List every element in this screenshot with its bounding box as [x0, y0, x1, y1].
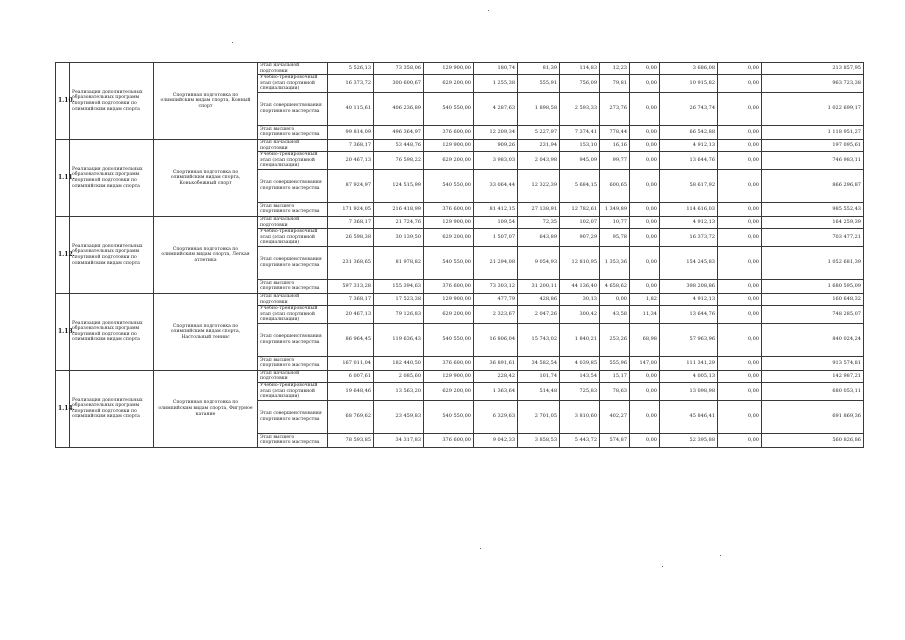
value-cell: 129 900,00 [424, 216, 474, 228]
value-cell: 0,00 [630, 139, 660, 151]
value-cell: 496 364,97 [374, 125, 424, 139]
value-cell: 16 373,72 [660, 229, 718, 247]
table-row [56, 139, 864, 151]
value-cell: 17 523,38 [374, 293, 424, 305]
stage-name: Учебно-тренировочный этап (этап спортивной специализации) [258, 306, 328, 324]
value-cell: 7 368,17 [328, 216, 374, 228]
value-cell: 13 644,76 [660, 152, 718, 170]
value-cell: 0,00 [630, 63, 660, 75]
value-cell: 12 209,34 [474, 125, 518, 139]
stage-name: Этап высшего спортивного мастерства [258, 433, 328, 447]
scan-speck [232, 42, 233, 43]
value-cell: 7 374,41 [560, 125, 600, 139]
scan-speck [720, 555, 721, 556]
value-cell: 21 294,08 [474, 246, 518, 279]
value-cell: 5 684,15 [560, 169, 600, 202]
value-cell: 68,98 [630, 323, 660, 356]
value-cell: 0,00 [718, 279, 762, 293]
value-cell: 36 891,61 [474, 356, 518, 370]
value-cell: 2 323,67 [474, 306, 518, 324]
value-cell: 72,35 [518, 216, 560, 228]
value-cell: 34 582,54 [518, 356, 560, 370]
value-cell: 0,00 [718, 63, 762, 75]
value-cell: 643,89 [518, 229, 560, 247]
sport-name: Спортивная подготовка по олимпийским видам спорта, Конькобежный спорт [154, 139, 258, 216]
value-cell: 216 418,99 [374, 202, 424, 216]
value-cell: 0,00 [718, 202, 762, 216]
stage-name: Этап начальной подготовки [258, 293, 328, 305]
value-cell: 540 550,00 [424, 246, 474, 279]
value-cell: 164 259,39 [762, 216, 864, 228]
value-cell: 20 467,13 [328, 152, 374, 170]
value-cell: 19 648,46 [328, 383, 374, 401]
value-cell: 9 042,33 [474, 433, 518, 447]
value-cell: 629 200,00 [424, 306, 474, 324]
value-cell: 1 255,38 [474, 75, 518, 93]
value-cell: 909,26 [474, 139, 518, 151]
value-cell: 0,00 [718, 400, 762, 433]
value-cell: 180,74 [474, 63, 518, 75]
value-cell: 0,00 [718, 323, 762, 356]
value-cell: 1 680 595,09 [762, 279, 864, 293]
row-number: 1.10. [56, 63, 70, 140]
value-cell: 167 011,04 [328, 356, 374, 370]
value-cell: 43,58 [600, 306, 630, 324]
value-cell: 477,79 [474, 293, 518, 305]
stage-name: Этап совершенствования спортивного мастерства [258, 400, 328, 433]
value-cell: 778,44 [600, 125, 630, 139]
value-cell: 30 139,50 [374, 229, 424, 247]
value-cell: 840 024,24 [762, 323, 864, 356]
stage-name: Этап высшего спортивного мастерства [258, 202, 328, 216]
value-cell: 0,00 [630, 400, 660, 433]
stage-name: Учебно-тренировочный этап (этап спортивной специализации) [258, 229, 328, 247]
service-description: Реализация дополнительных образовательных программ спортивной подготовки по олимпийским видам спорта [70, 370, 154, 447]
value-cell: 1 118 951,27 [762, 125, 864, 139]
value-cell: 913 574,81 [762, 356, 864, 370]
value-cell: 129 900,00 [424, 63, 474, 75]
value-cell: 0,00 [630, 229, 660, 247]
value-cell: 81 412,15 [474, 202, 518, 216]
row-number: 1.11. [56, 139, 70, 216]
value-cell: 99 814,09 [328, 125, 374, 139]
value-cell: 2 701,05 [518, 400, 560, 433]
value-cell: 101,74 [518, 370, 560, 382]
value-cell: 1 363,64 [474, 383, 518, 401]
value-cell: 7 368,17 [328, 139, 374, 151]
value-cell: 1 507,07 [474, 229, 518, 247]
value-cell: 3 858,53 [518, 433, 560, 447]
service-description: Реализация дополнительных образовательных программ спортивной подготовки по олимпийским видам спорта [70, 63, 154, 140]
value-cell: 398 208,86 [660, 279, 718, 293]
value-cell: 629 200,00 [424, 383, 474, 401]
value-cell: 12 782,61 [560, 202, 600, 216]
value-cell: 0,00 [630, 169, 660, 202]
stage-name: Этап высшего спортивного мастерства [258, 279, 328, 293]
value-cell: 160 648,32 [762, 293, 864, 305]
value-cell: 1,82 [630, 293, 660, 305]
value-cell: 20 467,13 [328, 306, 374, 324]
value-cell: 985 552,43 [762, 202, 864, 216]
value-cell: 1 840,21 [560, 323, 600, 356]
value-cell: 45 846,41 [660, 400, 718, 433]
stage-name: Этап совершенствования спортивного мастерства [258, 92, 328, 125]
value-cell: 428,86 [518, 293, 560, 305]
value-cell: 0,00 [630, 246, 660, 279]
stage-name: Этап высшего спортивного мастерства [258, 125, 328, 139]
value-cell: 756,09 [560, 75, 600, 93]
stage-name: Этап совершенствования спортивного мастерства [258, 323, 328, 356]
value-cell: 0,00 [718, 246, 762, 279]
value-cell: 119 636,43 [374, 323, 424, 356]
value-cell: 1 022 699,17 [762, 92, 864, 125]
value-cell: 4 287,63 [474, 92, 518, 125]
value-cell: 231 368,65 [328, 246, 374, 279]
value-cell: 153,10 [560, 139, 600, 151]
value-cell: 406 236,89 [374, 92, 424, 125]
cost-table [55, 62, 864, 448]
value-cell: 4 005,13 [660, 370, 718, 382]
scan-speck [480, 548, 481, 549]
value-cell: 703 477,21 [762, 229, 864, 247]
stage-name: Этап начальной подготовки [258, 63, 328, 75]
value-cell: 3 810,60 [560, 400, 600, 433]
value-cell: 540 550,00 [424, 92, 474, 125]
value-cell: 16 806,04 [474, 323, 518, 356]
value-cell: 0,00 [630, 152, 660, 170]
sport-name: Спортивная подготовка по олимпийским видам спорта, Фигурное катание [154, 370, 258, 447]
value-cell: 555,91 [518, 75, 560, 93]
value-cell: 0,00 [718, 125, 762, 139]
value-cell: 81 978,82 [374, 246, 424, 279]
value-cell: 0,00 [718, 306, 762, 324]
value-cell: 44 136,40 [560, 279, 600, 293]
value-cell: 2 047,26 [518, 306, 560, 324]
value-cell: 12 322,39 [518, 169, 560, 202]
sport-name: Спортивная подготовка по олимпийским видам спорта, Легкая атлетика [154, 216, 258, 293]
scan-speck [662, 566, 663, 567]
stage-name: Учебно-тренировочный этап (этап спортивной специализации) [258, 152, 328, 170]
value-cell: 0,00 [718, 75, 762, 93]
row-number: 1.14. [56, 370, 70, 447]
value-cell: 26 743,74 [660, 92, 718, 125]
service-description: Реализация дополнительных образовательных программ спортивной подготовки по олимпийским видам спорта [70, 139, 154, 216]
value-cell: 0,00 [718, 169, 762, 202]
value-cell: 746 983,11 [762, 152, 864, 170]
value-cell: 52 395,88 [660, 433, 718, 447]
value-cell: 0,00 [630, 383, 660, 401]
value-cell: 300 600,67 [374, 75, 424, 93]
value-cell: 6 329,63 [474, 400, 518, 433]
value-cell: 4 039,85 [560, 356, 600, 370]
value-cell: 114 616,03 [660, 202, 718, 216]
value-cell: 1 052 681,39 [762, 246, 864, 279]
value-cell: 5 443,72 [560, 433, 600, 447]
stage-name: Этап совершенствования спортивного мастерства [258, 169, 328, 202]
value-cell: 540 550,00 [424, 323, 474, 356]
value-cell: 1 353,36 [600, 246, 630, 279]
service-description: Реализация дополнительных образовательных программ спортивной подготовки по олимпийским видам спорта [70, 293, 154, 370]
service-description: Реализация дополнительных образовательных программ спортивной подготовки по олимпийским видам спорта [70, 216, 154, 293]
value-cell: 2 043,98 [518, 152, 560, 170]
value-cell: 0,00 [718, 216, 762, 228]
value-cell: 300,42 [560, 306, 600, 324]
value-cell: 0,00 [718, 293, 762, 305]
stage-name: Учебно-тренировочный этап (этап спортивной специализации) [258, 75, 328, 93]
value-cell: 147,00 [630, 356, 660, 370]
value-cell: 0,00 [630, 433, 660, 447]
value-cell: 73 303,12 [474, 279, 518, 293]
value-cell: 53 448,76 [374, 139, 424, 151]
value-cell: 15 743,02 [518, 323, 560, 356]
value-cell: 540 550,00 [424, 400, 474, 433]
value-cell: 111 341,29 [660, 356, 718, 370]
value-cell: 402,27 [600, 400, 630, 433]
scan-speck [488, 10, 489, 11]
value-cell: 10 915,82 [660, 75, 718, 93]
value-cell: 748 285,07 [762, 306, 864, 324]
value-cell: 109,54 [474, 216, 518, 228]
value-cell: 68 769,62 [328, 400, 374, 433]
value-cell: 11,34 [630, 306, 660, 324]
value-cell: 0,00 [718, 139, 762, 151]
value-cell: 629 200,00 [424, 152, 474, 170]
value-cell: 10,77 [600, 216, 630, 228]
value-cell: 57 963,96 [660, 323, 718, 356]
value-cell: 3 983,03 [474, 152, 518, 170]
value-cell: 0,00 [630, 279, 660, 293]
value-cell: 86 964,45 [328, 323, 374, 356]
value-cell: 4 912,13 [660, 293, 718, 305]
value-cell: 81,39 [518, 63, 560, 75]
stage-name: Этап совершенствования спортивного мастерства [258, 246, 328, 279]
value-cell: 560 826,86 [762, 433, 864, 447]
value-cell: 13 644,76 [660, 306, 718, 324]
value-cell: 629 200,00 [424, 75, 474, 93]
value-cell: 129 900,00 [424, 139, 474, 151]
value-cell: 0,00 [600, 293, 630, 305]
value-cell: 213 857,95 [762, 63, 864, 75]
value-cell: 79 126,83 [374, 306, 424, 324]
value-cell: 0,00 [718, 229, 762, 247]
sport-name: Спортивная подготовка по олимпийским видам спорта, Конный спорт [154, 63, 258, 140]
value-cell: 102,07 [560, 216, 600, 228]
value-cell: 78,63 [600, 383, 630, 401]
value-cell: 0,00 [718, 152, 762, 170]
value-cell: 907,29 [560, 229, 600, 247]
value-cell: 0,00 [718, 370, 762, 382]
value-cell: 114,83 [560, 63, 600, 75]
table-row [56, 370, 864, 382]
value-cell: 15,17 [600, 370, 630, 382]
value-cell: 600,65 [600, 169, 630, 202]
value-cell: 58 617,92 [660, 169, 718, 202]
value-cell: 0,00 [630, 370, 660, 382]
value-cell: 171 924,05 [328, 202, 374, 216]
value-cell: 376 600,00 [424, 433, 474, 447]
value-cell: 6 007,61 [328, 370, 374, 382]
stage-name: Этап начальной подготовки [258, 216, 328, 228]
value-cell: 0,00 [630, 92, 660, 125]
value-cell: 2 593,33 [560, 92, 600, 125]
value-cell: 5 227,97 [518, 125, 560, 139]
value-cell: 27 138,91 [518, 202, 560, 216]
value-cell: 13 563,20 [374, 383, 424, 401]
value-cell: 555,96 [600, 356, 630, 370]
value-cell: 4 912,13 [660, 139, 718, 151]
value-cell: 0,00 [718, 356, 762, 370]
sport-name: Спортивная подготовка по олимпийским видам спорта, Настольный теннис [154, 293, 258, 370]
value-cell: 376 600,00 [424, 125, 474, 139]
row-number: 1.13. [56, 293, 70, 370]
value-cell: 16 373,72 [328, 75, 374, 93]
table-row [56, 63, 864, 75]
value-cell: 99,77 [600, 152, 630, 170]
stage-name: Этап начальной подготовки [258, 370, 328, 382]
value-cell: 0,00 [630, 75, 660, 93]
value-cell: 228,42 [474, 370, 518, 382]
value-cell: 253,26 [600, 323, 630, 356]
value-cell: 182 440,50 [374, 356, 424, 370]
value-cell: 9 054,93 [518, 246, 560, 279]
value-cell: 514,48 [518, 383, 560, 401]
value-cell: 0,00 [630, 125, 660, 139]
value-cell: 1 898,58 [518, 92, 560, 125]
value-cell: 12 810,95 [560, 246, 600, 279]
value-cell: 95,78 [600, 229, 630, 247]
value-cell: 4 658,62 [600, 279, 630, 293]
value-cell: 79,81 [600, 75, 630, 93]
value-cell: 2 085,60 [374, 370, 424, 382]
value-cell: 21 724,76 [374, 216, 424, 228]
value-cell: 40 115,61 [328, 92, 374, 125]
value-cell: 3 686,08 [660, 63, 718, 75]
value-cell: 231,94 [518, 139, 560, 151]
value-cell: 273,76 [600, 92, 630, 125]
value-cell: 34 317,83 [374, 433, 424, 447]
value-cell: 31 200,11 [518, 279, 560, 293]
table-row [56, 216, 864, 228]
value-cell: 945,09 [560, 152, 600, 170]
value-cell: 629 200,00 [424, 229, 474, 247]
value-cell: 574,87 [600, 433, 630, 447]
value-cell: 73 358,06 [374, 63, 424, 75]
value-cell: 16,16 [600, 139, 630, 151]
value-cell: 30,13 [560, 293, 600, 305]
value-cell: 0,00 [718, 433, 762, 447]
value-cell: 963 723,38 [762, 75, 864, 93]
value-cell: 66 542,88 [660, 125, 718, 139]
value-cell: 7 368,17 [328, 293, 374, 305]
table-row [56, 293, 864, 305]
value-cell: 155 394,63 [374, 279, 424, 293]
row-number: 1.12. [56, 216, 70, 293]
value-cell: 78 593,85 [328, 433, 374, 447]
stage-name: Учебно-тренировочный этап (этап спортивной специализации) [258, 383, 328, 401]
value-cell: 0,00 [630, 216, 660, 228]
value-cell: 0,00 [718, 92, 762, 125]
value-cell: 376 600,00 [424, 202, 474, 216]
value-cell: 4 912,13 [660, 216, 718, 228]
value-cell: 1 349,89 [600, 202, 630, 216]
value-cell: 0,00 [630, 202, 660, 216]
value-cell: 124 515,99 [374, 169, 424, 202]
stage-name: Этап начальной подготовки [258, 139, 328, 151]
value-cell: 597 313,28 [328, 279, 374, 293]
value-cell: 23 459,83 [374, 400, 424, 433]
value-cell: 76 598,22 [374, 152, 424, 170]
value-cell: 87 924,97 [328, 169, 374, 202]
value-cell: 691 869,36 [762, 400, 864, 433]
value-cell: 129 900,00 [424, 293, 474, 305]
value-cell: 143,54 [560, 370, 600, 382]
value-cell: 5 526,13 [328, 63, 374, 75]
value-cell: 540 550,00 [424, 169, 474, 202]
value-cell: 376 600,00 [424, 356, 474, 370]
value-cell: 197 095,61 [762, 139, 864, 151]
value-cell: 154 245,83 [660, 246, 718, 279]
value-cell: 0,00 [718, 383, 762, 401]
value-cell: 33 064,44 [474, 169, 518, 202]
value-cell: 725,83 [560, 383, 600, 401]
value-cell: 142 987,21 [762, 370, 864, 382]
value-cell: 866 296,87 [762, 169, 864, 202]
stage-name: Этап высшего спортивного мастерства [258, 356, 328, 370]
value-cell: 129 900,00 [424, 370, 474, 382]
value-cell: 680 053,11 [762, 383, 864, 401]
value-cell: 26 598,38 [328, 229, 374, 247]
value-cell: 12,23 [600, 63, 630, 75]
value-cell: 376 600,00 [424, 279, 474, 293]
value-cell: 13 098,98 [660, 383, 718, 401]
